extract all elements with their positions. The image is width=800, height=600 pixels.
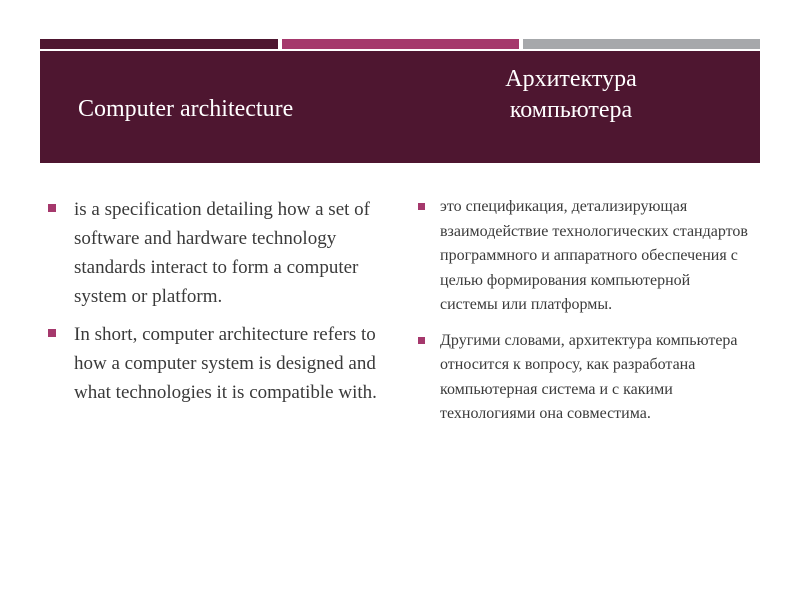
bullet-text: In short, computer architecture refers to how a computer system is designed and what technologies it is compatible with. — [74, 324, 377, 403]
accent-stripes — [40, 39, 760, 49]
bullet-text: это спецификация, детализирующая взаимодействие технологических стандартов программного и аппаратного обеспечения с целью формирования компьютерной системы или платформы. — [440, 198, 748, 313]
bullet-text: is a specification detailing how a set of software and hardware technology standards interact to form a computer system or platform. — [74, 199, 370, 307]
slide-header — [40, 51, 760, 163]
bullet-item — [418, 329, 748, 427]
title-english: Computer architecture — [78, 96, 294, 122]
accent-stripe-2 — [282, 39, 519, 49]
bullet-item — [48, 320, 393, 407]
square-bullet-icon — [48, 329, 56, 337]
bullet-item — [418, 195, 748, 318]
russian-column — [418, 195, 748, 438]
bullet-text: Другими словами, архитектура компьютера относится к вопросу, как разработана компьютерная система и с какими технологиями она совместима. — [440, 331, 738, 422]
accent-stripe-3 — [523, 39, 760, 49]
title-russian: Архитектура компьютера — [505, 66, 637, 123]
square-bullet-icon — [48, 204, 56, 212]
accent-stripe-1 — [40, 39, 278, 49]
square-bullet-icon — [418, 337, 425, 344]
square-bullet-icon — [418, 203, 425, 210]
bullet-item — [48, 195, 393, 311]
english-column — [48, 195, 393, 416]
